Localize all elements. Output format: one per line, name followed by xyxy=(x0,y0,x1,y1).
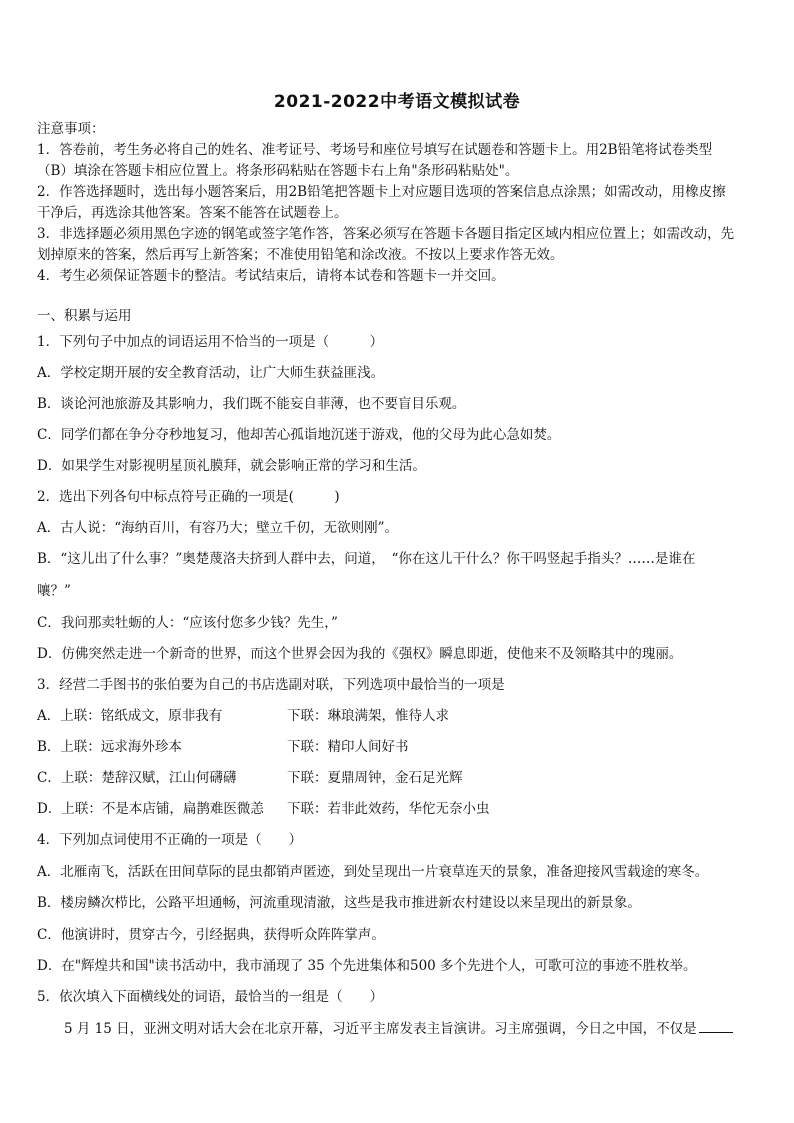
question-2-option-c: C．我问那卖牡蛎的人：“应该付您多少钱？先生，” xyxy=(37,615,338,631)
question-1-stem: 1．下列句子中加点的词语运用不恰当的一项是（ ） xyxy=(37,334,384,350)
section-heading: 一、积累与运用 xyxy=(37,308,132,324)
question-1-option-c: C．同学们都在争分夺秒地复习，他却苦心孤诣地沉迷于游戏，他的父母为此心急如焚。 xyxy=(37,427,561,443)
question-3-option-a xyxy=(37,706,449,726)
page-title: 2021-2022中考语文模拟试卷 xyxy=(273,92,521,112)
couplet-upper: A．上联：铭纸成文，原非我有 xyxy=(37,708,223,724)
question-1-option-d: D．如果学生对影视明星顶礼膜拜，就会影响正常的学习和生活。 xyxy=(37,458,426,474)
question-4-option-a: A．北雁南飞，活跃在田间草际的昆虫都销声匿迹，到处呈现出一片衰草连天的景象，准备迎接风雪载途的寒冬。 xyxy=(37,864,709,880)
notice-line: 2．作答选择题时，选出每小题答案后，用2B铅笔把答题卡上对应题目选项的答案信息点涂黑；如需改动，用橡皮擦 xyxy=(37,184,726,200)
question-4-stem: 4．下列加点词使用不正确的一项是（ ） xyxy=(37,832,303,848)
question-2-option-b-cont: 嚷？” xyxy=(37,583,71,599)
question-2-stem: 2．选出下列各句中标点符号正确的一项是( ) xyxy=(37,489,340,505)
question-5-passage xyxy=(64,1018,733,1039)
notice-line: 4．考生必须保证答题卡的整洁。考试结束后，请将本试卷和答题卡一并交回。 xyxy=(37,268,505,284)
question-4-option-b: B．楼房鳞次栉比，公路平坦通畅，河流重现清澈，这些是我市推进新农村建设以来呈现出的新景象。 xyxy=(37,895,641,911)
notice-line: 3．非选择题必须用黑色字迹的钢笔或签字笔作答，答案必须写在答题卡各题目指定区域内相应位置上；如需改动，先 xyxy=(37,226,735,242)
question-1-option-a: A．学校定期开展的安全教育活动，让广大师生获益匪浅。 xyxy=(37,365,385,381)
couplet-lower: 下联：若非此效药，华佗无奈小虫 xyxy=(287,801,490,817)
couplet-upper: D．上联：不是本店铺，扁鹊难医微恙 xyxy=(37,801,264,817)
question-3-stem: 3．经营二手图书的张伯要为自己的书店选副对联，下列选项中最恰当的一项是 xyxy=(37,677,505,693)
question-4-option-c: C．他演讲时，贯穿古今，引经据典，获得听众阵阵掌声。 xyxy=(37,927,385,943)
couplet-lower: 下联：精印人间好书 xyxy=(287,739,409,755)
question-3-option-c xyxy=(37,768,463,788)
question-3-option-d xyxy=(37,799,490,819)
question-5-stem: 5．依次填入下面横线处的词语，最恰当的一组是（ ） xyxy=(37,989,384,1005)
couplet-upper: C．上联：楚辞汉赋，江山何礴礴 xyxy=(37,770,237,786)
notice-line: 1．答卷前，考生务必将自己的姓名、准考证号、考场号和座位号填写在试题卷和答题卡上。用2B铅笔将试卷类型 xyxy=(37,142,713,158)
question-2-option-b: B．“这儿出了什么事？”奥楚蔑洛夫挤到人群中去，问道， “你在这儿干什么？你干吗竖起手指头？……是谁在 xyxy=(37,551,696,567)
question-4-option-d: D．在"辉煌共和国"读书活动中，我市涌现了 35 个先进集体和500 多个先进个人，可歌可泣的事迹不胜枚举。 xyxy=(37,958,697,974)
couplet-lower: 下联：琳琅满架，惟待人求 xyxy=(287,708,449,724)
notice-line: 划掉原来的答案，然后再写上新答案；不准使用铅笔和涂改液。不按以上要求作答无效。 xyxy=(37,247,564,263)
question-3-option-b xyxy=(37,737,409,757)
notice-line: （B）填涂在答题卡相应位置上。将条形码粘贴在答题卡右上角"条形码粘贴处"。 xyxy=(37,163,519,179)
question-2-option-d: D．仿佛突然走进一个新奇的世界，而这个世界会因为我的《强权》瞬息即逝，使他来不及领略其中的瑰丽。 xyxy=(37,646,683,662)
notice-heading: 注意事项： xyxy=(37,121,105,137)
couplet-upper: B．上联：远求海外珍本 xyxy=(37,739,182,755)
answer-blank xyxy=(699,1018,733,1033)
couplet-lower: 下联：夏鼎周钟，金石足光辉 xyxy=(287,770,463,786)
passage-text: 5 月 15 日，亚洲文明对话大会在北京开幕，习近平主席发表主旨演讲。习主席强调，今日之中国，不仅是 xyxy=(64,1021,697,1037)
question-1-option-b: B．谈论河池旅游及其影响力，我们既不能妄自菲薄，也不要盲目乐观。 xyxy=(37,396,466,412)
notice-line: 干净后，再选涂其他答案。答案不能答在试题卷上。 xyxy=(37,205,348,221)
question-2-option-a: A．古人说：“海纳百川，有容乃大；壁立千仞，无欲则刚”。 xyxy=(37,520,399,536)
